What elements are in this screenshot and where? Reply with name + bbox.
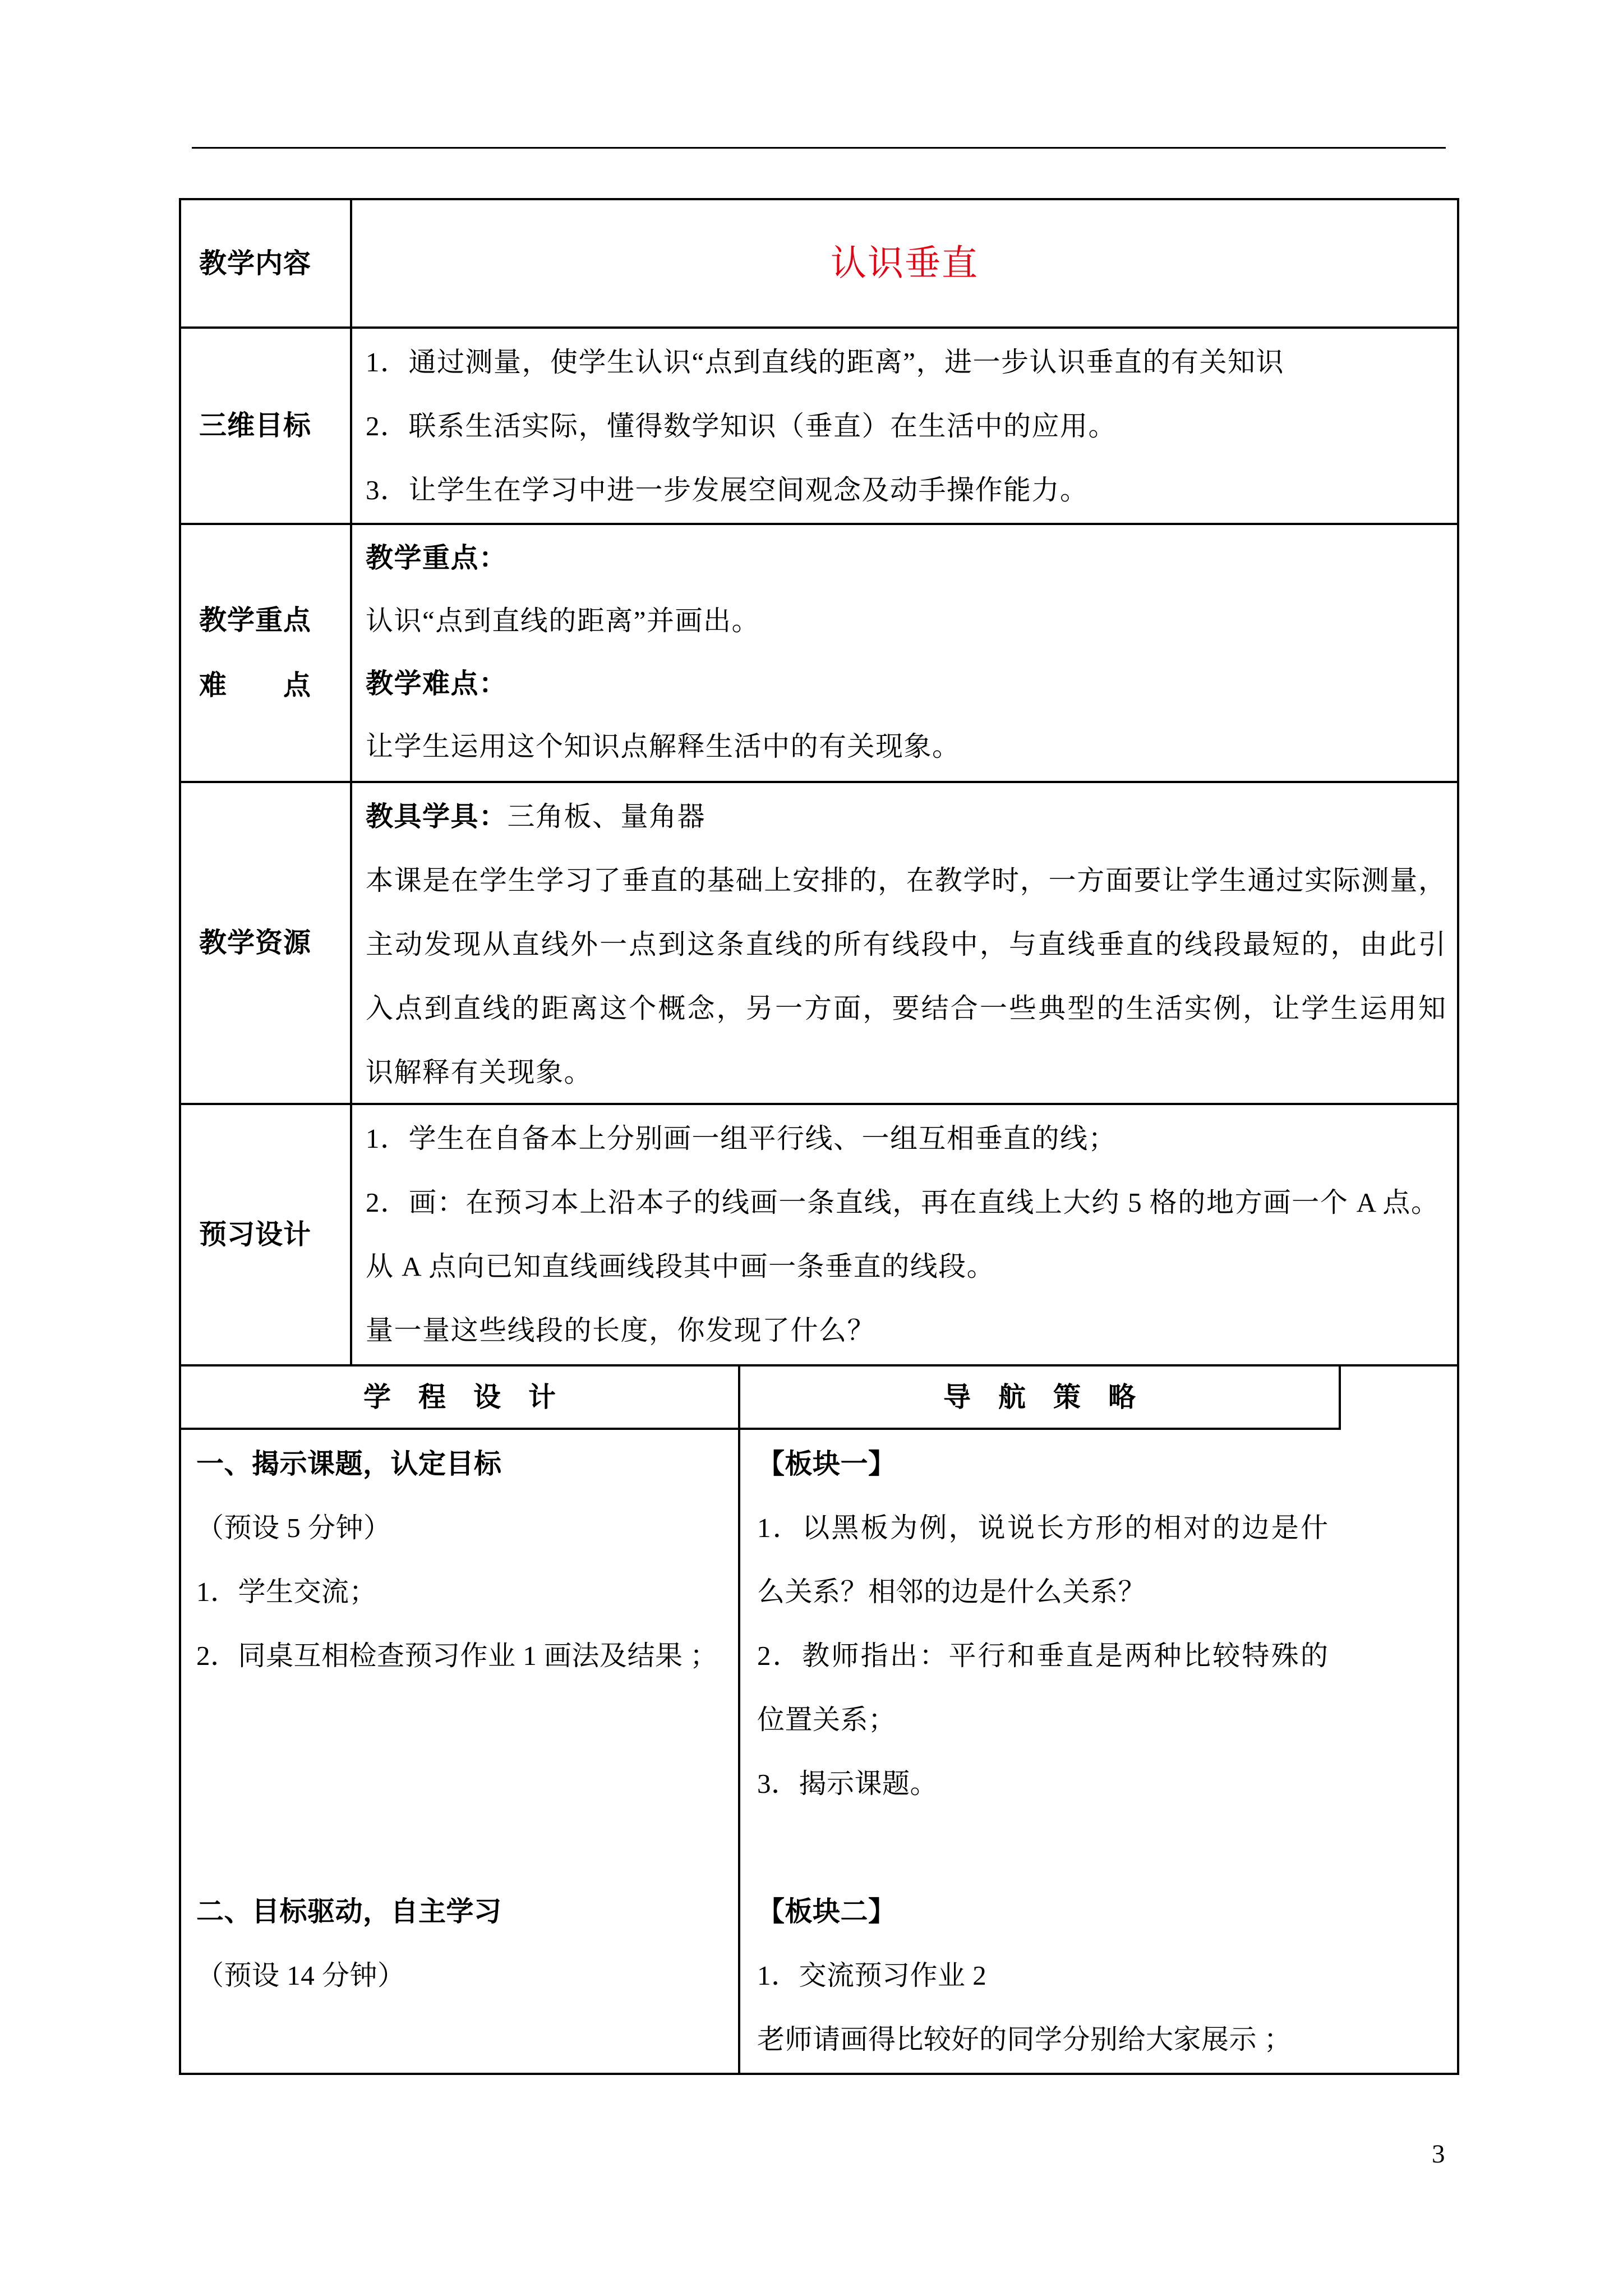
lesson-title-cell [351, 199, 1458, 328]
learning-section-1 [196, 1432, 739, 1688]
row-label-cell [180, 199, 351, 328]
tools-text: 三角板、量角器 [507, 801, 706, 832]
tools-heading: 教具学具： [366, 801, 508, 832]
label-objectives: 三维目标 [199, 410, 312, 441]
section-time: （预设 5 分钟） [196, 1512, 391, 1543]
learning-process-cell [180, 1429, 739, 2074]
page-number: 3 [1432, 2139, 1445, 2169]
label-preview: 预习设计 [199, 1219, 312, 1250]
guidance-block-2 [757, 1880, 1458, 2072]
resources-paragraph-line: 识解释有关现象。 [366, 1057, 593, 1088]
resources-paragraph-line: 主动发现从直线外一点到这条直线的所有线段中，与直线垂直的线段最短的，由此引 [366, 929, 1446, 960]
block-line: 位置关系； [757, 1704, 896, 1735]
objectives-cell [351, 328, 1458, 522]
guidance-strategy-header: 导 航 策 略 [943, 1381, 1136, 1412]
block-heading: 【板块一】 [757, 1448, 896, 1479]
label-difficulties: 难 点 [199, 670, 312, 701]
row-label-cell [180, 328, 351, 524]
block-line: 3．揭示课题。 [757, 1768, 938, 1799]
objective-item: 2．联系生活实际，懂得数学知识（垂直）在生活中的应用。 [366, 411, 1117, 441]
label-teaching-content: 教学内容 [199, 247, 312, 279]
header-rule [192, 147, 1446, 149]
row-label-cell [180, 524, 351, 782]
section-heading: 一、揭示课题，认定目标 [196, 1448, 502, 1479]
guidance-block-1 [757, 1432, 1458, 1816]
label-key-points: 教学重点 [199, 605, 312, 636]
block-line: 2．教师指出：平行和垂直是两种比较特殊的 [757, 1640, 1328, 1671]
row-label-cell [180, 782, 351, 1104]
preview-line: 2．画：在预习本上沿本子的线画一条直线，再在直线上大约 5 格的地方画一个 A 点。 [366, 1187, 1438, 1218]
objective-item: 3．让学生在学习中进一步发展空间观念及动手操作能力。 [366, 475, 1089, 505]
objective-item: 1．通过测量，使学生认识“点到直线的距离”，进一步认识垂直的有关知识 [366, 347, 1284, 378]
guidance-strategy-header-cell [739, 1365, 1340, 1429]
preview-line: 量一量这些线段的长度，你发现了什么？ [366, 1315, 876, 1346]
guidance-strategy-cell [739, 1429, 1458, 2074]
key-points-text: 认识“点到直线的距离”并画出。 [366, 605, 760, 636]
learning-process-header: 学 程 设 计 [363, 1381, 556, 1412]
block-line: 老师请画得比较好的同学分别给大家展示 ； [757, 2024, 1292, 2055]
block-line: 1．以黑板为例，说说长方形的相对的边是什 [757, 1512, 1328, 1543]
resources-cell [351, 782, 1458, 1105]
resources-paragraph-line: 本课是在学生学习了垂直的基础上安排的，在教学时，一方面要让学生通过实际测量， [366, 865, 1446, 896]
lesson-title: 认识垂直 [831, 243, 979, 283]
focus-cell [351, 524, 1458, 778]
preview-cell [351, 1104, 1458, 1363]
block-line: 1．交流预习作业 2 [757, 1960, 987, 1991]
learning-section-2 [196, 1880, 739, 2008]
block-line: 么关系？相邻的边是什么关系？ [757, 1576, 1146, 1607]
learning-process-header-cell [180, 1365, 739, 1429]
section-heading: 二、目标驱动，自主学习 [196, 1896, 502, 1927]
resources-paragraph-line: 入点到直线的距离这个概念，另一方面，要结合一些典型的生活实例，让学生运用知 [366, 993, 1446, 1024]
row-label-cell [180, 1104, 351, 1365]
preview-line: 从 A 点向已知直线画线段其中画一条垂直的线段。 [366, 1251, 995, 1282]
label-resources: 教学资源 [199, 927, 312, 958]
difficulties-heading: 教学难点： [366, 668, 508, 699]
section-step: 2．同桌互相检查预习作业 1 画法及结果 ； [196, 1640, 718, 1671]
block-heading: 【板块二】 [757, 1896, 896, 1927]
key-points-heading: 教学重点： [366, 542, 508, 573]
section-step: 1．学生交流； [196, 1576, 377, 1607]
section-time: （预设 14 分钟） [196, 1960, 405, 1991]
difficulties-text: 让学生运用这个知识点解释生活中的有关现象。 [366, 731, 961, 762]
tools-line [366, 785, 1458, 849]
preview-line: 1．学生在自备本上分别画一组平行线、一组互相垂直的线； [366, 1123, 1117, 1154]
